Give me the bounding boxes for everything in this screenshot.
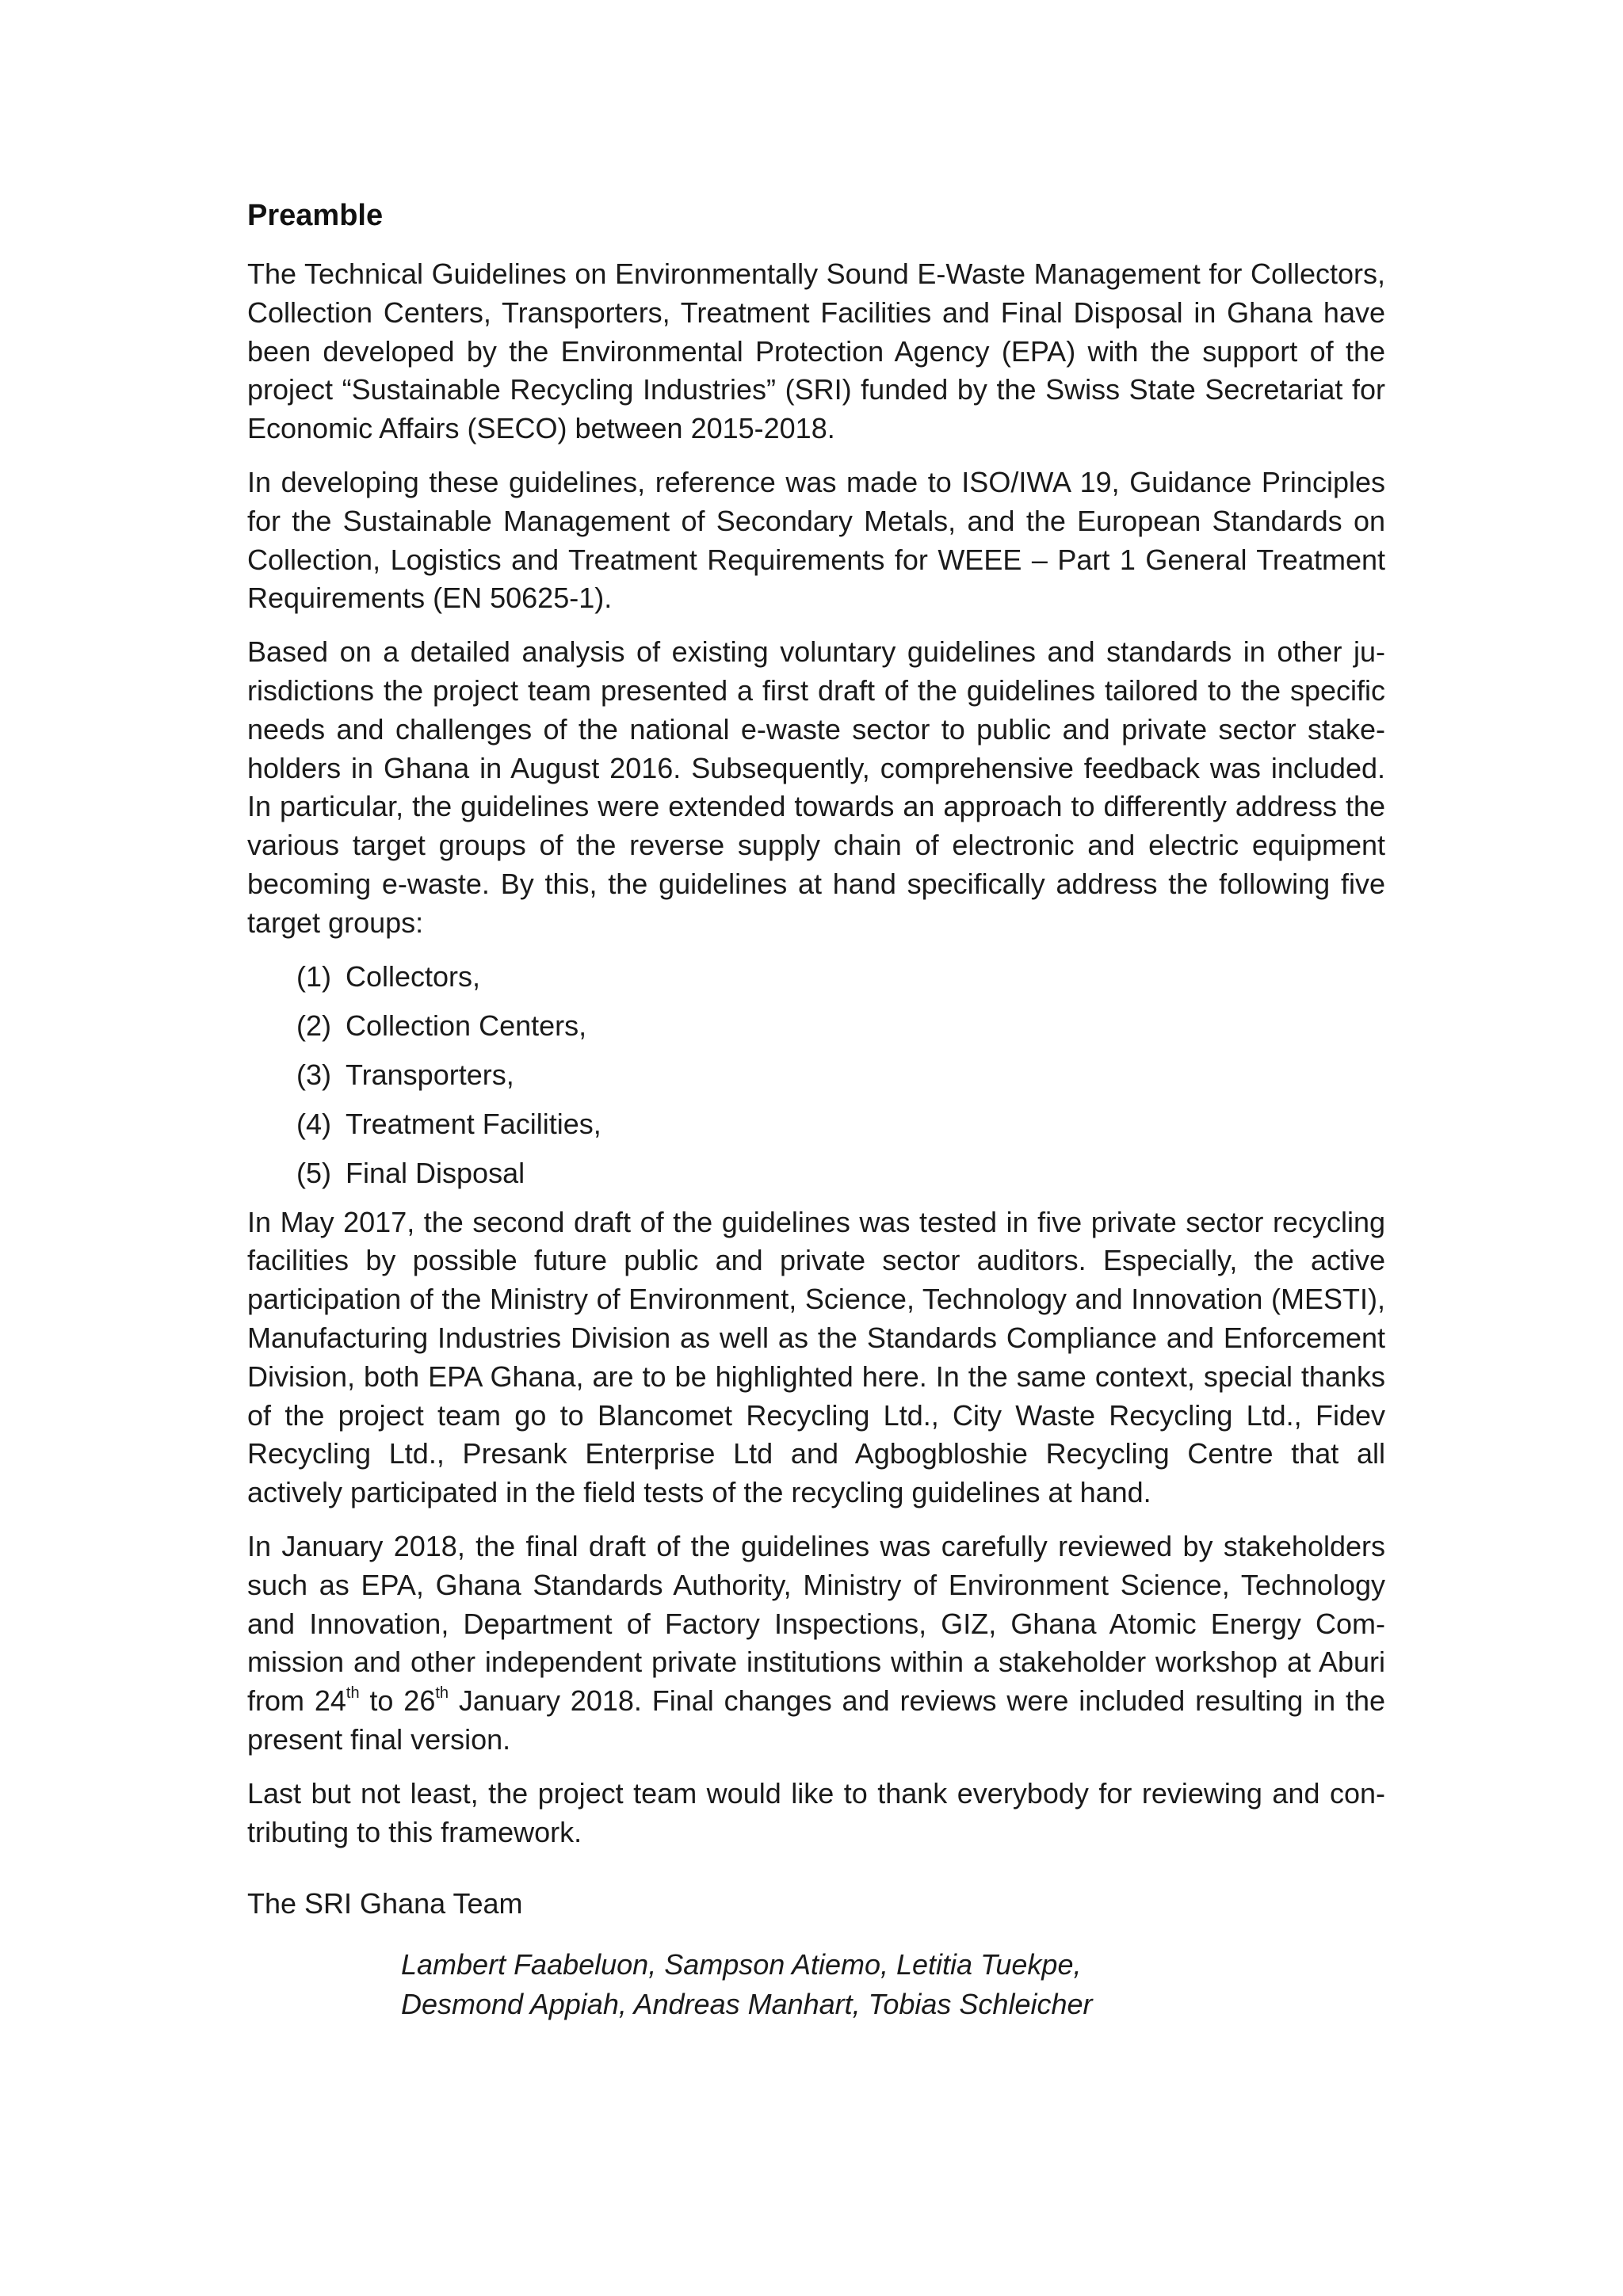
review-text-start: In January 2018, the final draft of the guidelines was carefully reviewed by stakeholders such as EPA, Ghana Standards Authority, Ministry of Environment Science, Technology and Innovation, Department of Factory Inspections, GIZ, Ghana Atomic Energy Commission and other independent private institutions within a stakeholder workshop at Aburi from 24 <box>247 1529 1385 1718</box>
list-item-label: Final Disposal <box>346 1156 525 1189</box>
list-item <box>296 1154 1385 1192</box>
paragraph-intro: The Technical Guidelines on Environmentally Sound E-Waste Management for Collectors, Collection Centers, Transporters, Treatment Facilities and Final Disposal in Ghana have been developed by the Environmental Protection Agency (EPA) with the support of the project “Sustainable Recycling Industries” (SRI) funded by the Swiss State Secretariat for Economic Affairs (SECO) between 2015-2018. <box>247 257 1385 445</box>
list-item-number: (4) <box>296 1107 331 1140</box>
list-item-number: (3) <box>296 1058 331 1091</box>
author-line: Lambert Faabeluon, Sampson Atiemo, Letitia Tuekpe, <box>401 1948 1082 1981</box>
paragraph-references: In developing these guidelines, reference was made to ISO/IWA 19, Guidance Principles for the Sustainable Management of Secondary Metals, and the European Standards on Collection, Logistics and Treatment Requirements for WEEE – Part 1 General Treatment Requirements (EN 50625-1). <box>247 465 1385 615</box>
signoff: The SRI Ghana Team <box>247 1887 523 1920</box>
list-item-label: Transporters, <box>346 1058 514 1091</box>
list-item <box>296 1007 1385 1045</box>
paragraph-review <box>247 1527 1385 1760</box>
list-item <box>296 958 1385 996</box>
list-item <box>296 1105 1385 1143</box>
list-item-number: (1) <box>296 959 331 993</box>
paragraph-testing: In May 2017, the second draft of the guidelines was tested in five private sector recycling facilities by possible future public and private sector auditors. Especially, the active participation of the Ministry of Environment, Science, Technology and Innovation (MESTI), Manufacturing Industries Division as well as the Standards Compliance and Enforcement Division, both EPA Ghana, are to be highlighted here. In the same context, special thanks of the project team go to Blancomet Recycling Ltd., City Waste Recycling Ltd., Fidev Recycling Ltd., Presank Enterprise Ltd and Agbogbloshie Recycling Centre that all actively participated in the field tests of the recycling guidelines at hand. <box>247 1205 1385 1509</box>
paragraph-analysis: Based on a detailed analysis of existing voluntary guidelines and standards in other jurisdictions the project team presented a first draft of the guidelines tailored to the specific needs and challenges of the national e-waste sector to public and private sector stakeholders in Ghana in August 2016. Subsequently, comprehensive feedback was included. In particular, the guidelines were extended towards an approach to differently address the various target groups of the reverse supply chain of electronic and electric equipment becoming e-waste. By this, the guidelines at hand specifically address the following five target groups: <box>247 635 1385 939</box>
list-item-label: Treatment Facilities, <box>346 1107 601 1140</box>
target-groups-list <box>247 958 1385 1192</box>
author-line: Desmond Appiah, Andreas Manhart, Tobias Schleicher <box>401 1988 1093 2021</box>
review-text-middle: to 26 <box>359 1684 436 1718</box>
list-item-number: (5) <box>296 1156 331 1189</box>
ordinal-suffix: th <box>346 1684 360 1703</box>
paragraph-thanks: Last but not least, the project team would like to thank everybody for reviewing and contributing to this framework. <box>247 1776 1385 1848</box>
list-item <box>296 1056 1385 1094</box>
page-title: Preamble <box>247 199 384 232</box>
review-text-end: January 2018. Final changes and reviews were included resulting in the present final version. <box>247 1684 1385 1756</box>
list-item-label: Collection Centers, <box>346 1009 587 1042</box>
ordinal-suffix: th <box>435 1684 449 1703</box>
list-item-label: Collectors, <box>346 959 481 993</box>
list-item-number: (2) <box>296 1009 331 1042</box>
author-list <box>247 1945 1385 2024</box>
document-page <box>247 195 1385 2024</box>
